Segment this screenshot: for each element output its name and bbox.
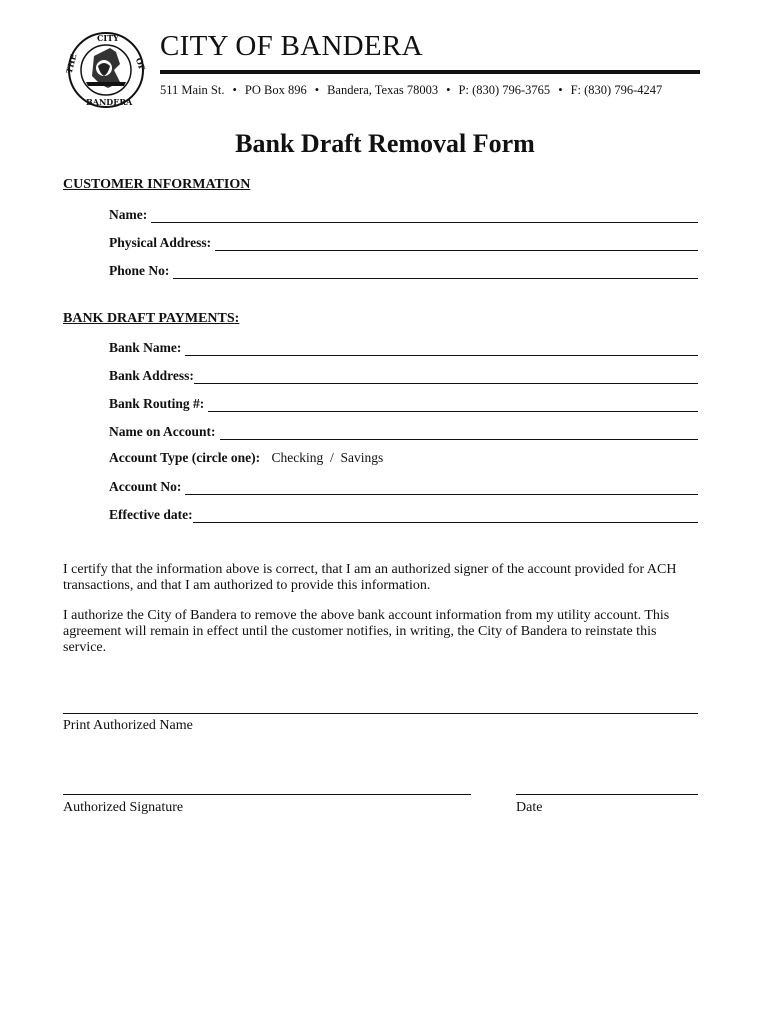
- city-seal-logo: [64, 30, 152, 110]
- form-title: Bank Draft Removal Form: [235, 129, 535, 158]
- street-address: 511 Main St.: [160, 83, 225, 97]
- bank-routing-label: Bank Routing #:: [109, 396, 205, 411]
- svg-text:CITY: CITY: [97, 33, 119, 43]
- name-input-line[interactable]: [151, 209, 698, 223]
- bank-address-field[interactable]: [109, 366, 698, 384]
- customer-info-heading: CUSTOMER INFORMATION: [63, 177, 251, 192]
- date-line[interactable]: [516, 794, 698, 795]
- city-name-heading: CITY OF BANDERA: [160, 30, 423, 62]
- bullet-separator: •: [446, 83, 451, 97]
- date-label: Date: [516, 800, 543, 815]
- bank-draft-heading-text: BANK DRAFT PAYMENTS: [63, 311, 235, 326]
- physical-address-field[interactable]: [109, 233, 698, 251]
- physical-address-input-line[interactable]: [215, 237, 698, 251]
- svg-text:BANDERA: BANDERA: [86, 97, 133, 107]
- account-no-input-line[interactable]: [185, 481, 698, 495]
- header-divider: [160, 70, 700, 74]
- svg-text:OF: OF: [133, 56, 148, 72]
- svg-text:THE: THE: [64, 52, 79, 75]
- effective-date-field[interactable]: [109, 505, 698, 523]
- bank-address-label: Bank Address:: [109, 368, 194, 383]
- name-label: Name:: [109, 207, 148, 222]
- phone-field[interactable]: [109, 261, 698, 279]
- name-field[interactable]: [109, 205, 698, 223]
- phone-label: Phone No:: [109, 263, 170, 278]
- signature-line[interactable]: [63, 794, 471, 795]
- city-state-zip: Bandera, Texas 78003: [327, 83, 439, 97]
- fax-number: F: (830) 796-4247: [570, 83, 663, 97]
- effective-date-input-line[interactable]: [193, 509, 698, 523]
- bullet-separator: •: [558, 83, 563, 97]
- bank-name-input-line[interactable]: [185, 342, 698, 356]
- bank-name-label: Bank Name:: [109, 340, 182, 355]
- po-box: PO Box 896: [244, 83, 307, 97]
- contact-info: [160, 83, 662, 98]
- bullet-separator: •: [314, 83, 320, 97]
- account-no-field[interactable]: [109, 477, 698, 495]
- print-name-line[interactable]: [63, 713, 698, 714]
- account-type-options[interactable]: Checking / Savings: [271, 450, 384, 465]
- name-on-account-field[interactable]: [109, 422, 698, 440]
- effective-date-label: Effective date:: [109, 507, 193, 522]
- account-type-row: [109, 450, 383, 466]
- phone-input-line[interactable]: [173, 265, 698, 279]
- account-no-label: Account No:: [109, 479, 182, 494]
- bank-draft-heading-colon: :: [234, 311, 240, 326]
- print-name-label: Print Authorized Name: [63, 718, 193, 733]
- bank-address-input-line[interactable]: [194, 370, 698, 384]
- bank-draft-heading: [63, 311, 239, 327]
- authorization-paragraph: I authorize the City of Bandera to remove the above bank account information from my utility account. This agreement will remain in effect until the customer notifies, in writing, the City of Bandera to reinstate this service.: [63, 608, 670, 655]
- name-on-account-input-line[interactable]: [220, 426, 699, 440]
- seal-lettering: [64, 30, 152, 110]
- account-type-label: Account Type (circle one):: [109, 450, 261, 465]
- certification-paragraph: I certify that the information above is correct, that I am an authorized signer of the account provided for ACH transactions, and that I am authorized to provide this information.: [63, 562, 677, 593]
- bank-routing-input-line[interactable]: [208, 398, 698, 412]
- name-on-account-label: Name on Account:: [109, 424, 216, 439]
- physical-address-label: Physical Address:: [109, 235, 212, 250]
- bank-name-field[interactable]: [109, 338, 698, 356]
- phone-number: P: (830) 796-3765: [458, 83, 551, 97]
- bank-routing-field[interactable]: [109, 394, 698, 412]
- bullet-separator: •: [232, 83, 237, 97]
- signature-label: Authorized Signature: [63, 800, 184, 815]
